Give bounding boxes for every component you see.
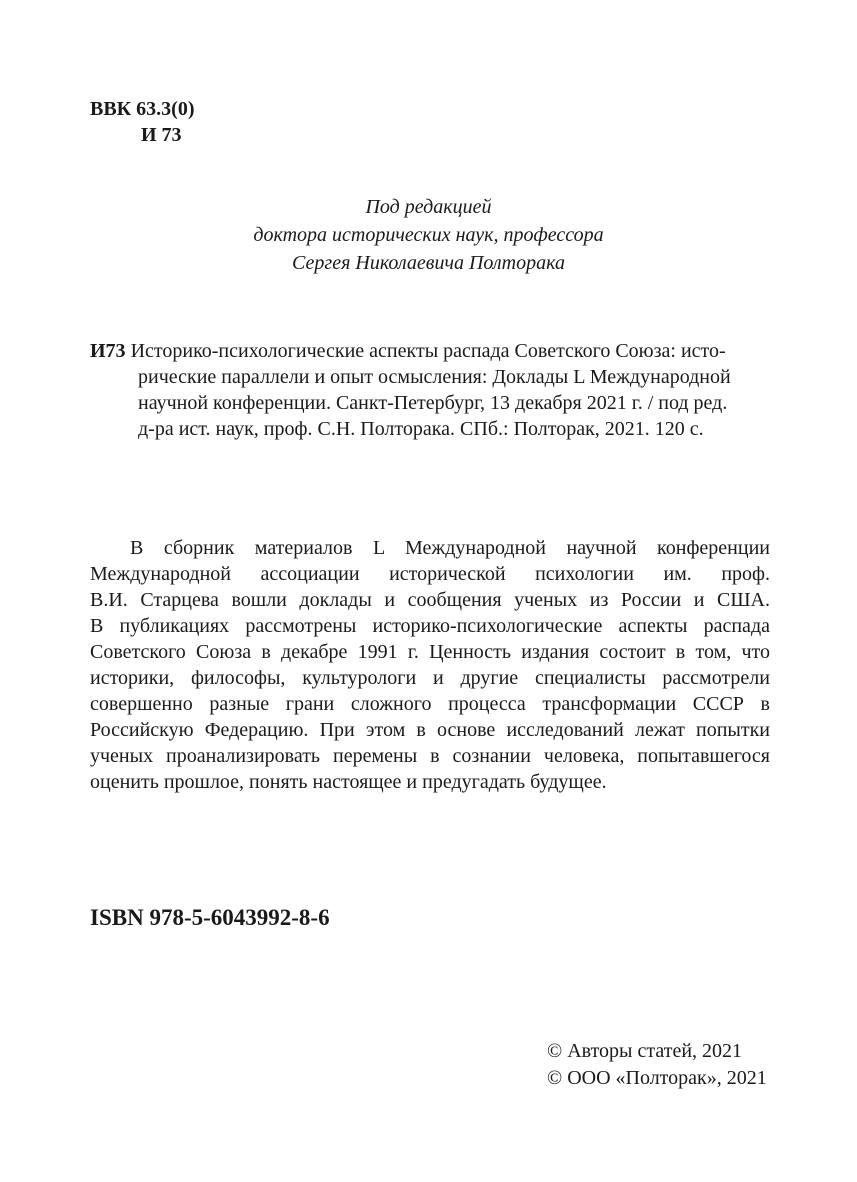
abstract-line: В публикациях рассмотрены историко-психологические аспекты распада: [90, 615, 770, 637]
abstract-line: ученых проанализировать перемены в сознании человека, попытавшегося: [90, 745, 770, 767]
abstract-paragraph: [90, 535, 770, 795]
editor-line-3: Сергея Николаевича Полторака: [292, 252, 565, 274]
copyright-line-1: © Авторы статей, 2021: [547, 1040, 743, 1062]
abstract-line: Международной ассоциации исторической психологии им. проф.: [90, 563, 770, 585]
catalog-code: И73: [90, 340, 126, 362]
bbk-code: ВВК 63.3(0): [90, 98, 195, 120]
editor-note: [180, 193, 677, 277]
editor-line-2: доктора исторических наук, профессора: [253, 224, 604, 246]
isbn: ISBN 978-5-6043992-8-6: [90, 905, 330, 930]
catalog-line-3: научной конференции. Санкт-Петербург, 13 декабря 2021 г. / под ред.: [138, 392, 728, 414]
abstract-line: совершенно разные грани сложного процесса трансформации СССР в: [90, 693, 770, 715]
abstract-line: историки, философы, культурологи и другие специалисты рассмотрели: [90, 667, 770, 689]
abstract-line: В сборник материалов L Международной научной конференции: [130, 537, 770, 559]
catalog-entry: [90, 338, 770, 442]
editor-line-1: Под редакцией: [365, 196, 492, 218]
classification-block: [90, 96, 195, 148]
abstract-line: Советского Союза в декабре 1991 г. Ценность издания состоит в том, что: [90, 641, 770, 663]
catalog-line-1: Историко-психологические аспекты распада Советского Союза: исто-: [130, 340, 726, 362]
catalog-line-2: рические параллели и опыт осмысления: Доклады L Международной: [138, 366, 731, 388]
author-mark: И 73: [141, 124, 182, 146]
abstract-line: Российскую Федерацию. При этом в основе исследований лежат попытки: [90, 719, 770, 741]
copyright-line-2: © ООО «Полторак», 2021: [547, 1067, 767, 1089]
abstract-line: В.И. Старцева вошли доклады и сообщения ученых из России и США.: [90, 589, 770, 611]
copyright-block: [547, 1038, 767, 1092]
catalog-line-4: д-ра ист. наук, проф. С.Н. Полторака. СПб.: Полторак, 2021. 120 с.: [138, 418, 704, 440]
abstract-line: оценить прошлое, понять настоящее и предугадать будущее.: [90, 771, 607, 793]
